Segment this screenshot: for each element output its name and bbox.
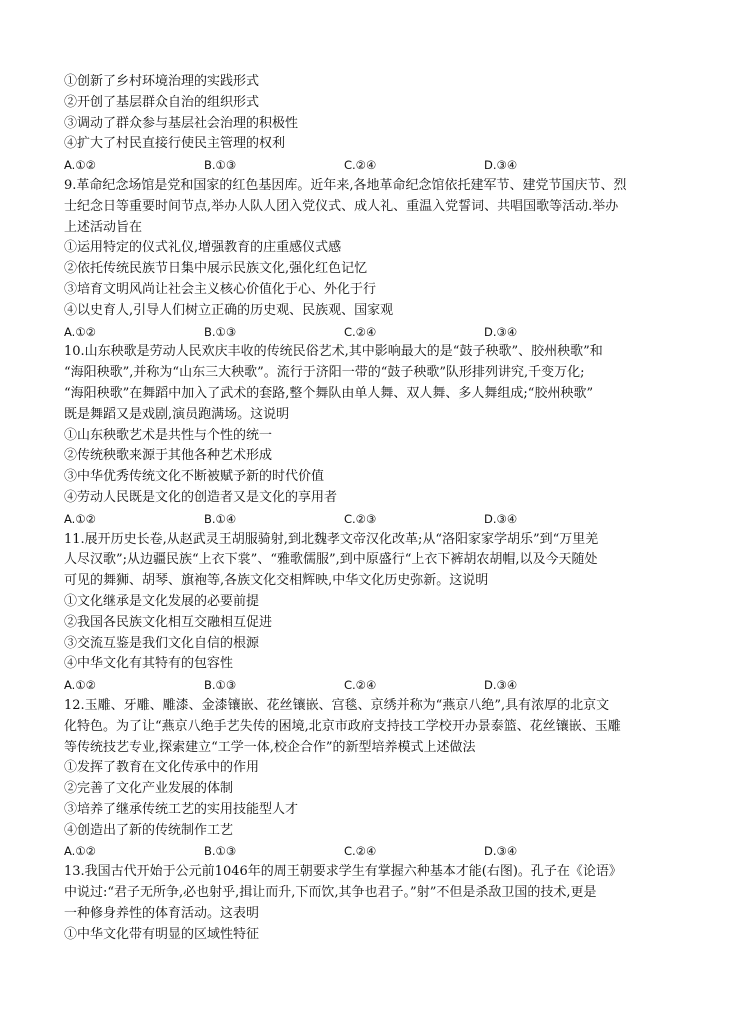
- choice-d: D.③④: [484, 158, 518, 173]
- question-stem-line: 13.我国古代开始于公元前1046年的周王朝要求学生有掌握六种基本才能(右图)。孔子在《论语》: [64, 864, 622, 880]
- choice-c: C.②③: [344, 511, 377, 526]
- question-stem-line: “海阳秧歌”,并称为“山东三大秧歌”。流行于济阳一带的“鼓子秧歌”队形排列讲究,千变万化;: [64, 365, 585, 381]
- choice-b: B.①③: [204, 324, 237, 339]
- question-stem-line: 士纪念日等重要时间节点,举办人队人团入党仪式、成人礼、重温入党誓词、共唱国歌等活动.举办: [64, 198, 619, 214]
- option-line: ②我国各民族文化相互交融相互促进: [64, 614, 273, 630]
- question-9: [64, 176, 697, 342]
- option-line: ④中华文化有其特有的包容性: [64, 656, 234, 672]
- option-line: ①文化继承是文化发展的必要前提: [64, 593, 260, 609]
- question-stem-line: “海阳秧歌”在舞蹈中加入了武术的套路,整个舞队由单人舞、双人舞、多人舞组成;“胶州秧歌”: [64, 385, 594, 401]
- question-13: [64, 862, 697, 945]
- option-line: ③培育文明风尚让社会主义核心价值化于心、外化于行: [64, 281, 377, 297]
- question-stem-line: 既是舞蹈又是戏剧,演员跑满场。这说明: [64, 406, 290, 422]
- choice-a: A.①②: [64, 158, 96, 173]
- choice-d: D.③④: [484, 844, 518, 859]
- option-line: ④创造出了新的传统制作工艺: [64, 822, 234, 838]
- answer-choices: [64, 675, 697, 696]
- option-line: ②开创了基层群众自治的组织形式: [64, 94, 260, 110]
- choice-c: C.②④: [344, 158, 377, 173]
- question-stem-line: 中说过:“君子无所争,必也射乎,揖让而升,下而饮,其争也君子。”射”不但是杀敌卫国的技术,更是: [64, 885, 597, 901]
- choice-b: B.①③: [204, 158, 237, 173]
- option-line: ③交流互鉴是我们文化自信的根源: [64, 635, 260, 651]
- option-line: ①中华文化带有明显的区域性特征: [64, 926, 260, 942]
- question-stem-line: 一种修身养性的体育活动。这表明: [64, 905, 260, 921]
- question-stem-line: 上述活动旨在: [64, 219, 143, 235]
- option-line: ①山东秧歌艺术是共性与个性的统一: [64, 427, 273, 443]
- option-line: ①运用特定的仪式礼仪,增强教育的庄重感仪式感: [64, 240, 342, 256]
- choice-c: C.②④: [344, 678, 377, 693]
- choice-a: A.①②: [64, 324, 96, 339]
- choice-a: A.①②: [64, 844, 96, 859]
- choice-c: C.②④: [344, 844, 377, 859]
- choice-a: A.①②: [64, 678, 96, 693]
- choice-d: D.③④: [484, 678, 518, 693]
- question-stem-line: 人尽汉歌”;从边疆民族“上衣下裳”、“雅歌儒服”,到中原盛行“上衣下裤胡农胡帽,以及今天随处: [64, 552, 598, 568]
- answer-choices: [64, 841, 697, 862]
- option-line: ②依托传统民族节日集中展示民族文化,强化红色记忆: [64, 261, 368, 277]
- question-stem-line: 10.山东秧歌是劳动人民欢庆丰收的传统民俗艺术,其中影响最大的是“鼓子秧歌”、胶州秧歌”和: [64, 344, 603, 360]
- question-8-options: [64, 72, 697, 176]
- question-10: [64, 342, 697, 529]
- choice-d: D.③④: [484, 511, 518, 526]
- answer-choices: [64, 322, 697, 343]
- option-line: ①发挥了教育在文化传承中的作用: [64, 760, 260, 776]
- question-11: [64, 530, 697, 696]
- answer-choices: [64, 509, 697, 530]
- question-stem-line: 可见的舞狮、胡琴、旗袍等,各族文化交相辉映,中华文化历史弥新。这说明: [64, 573, 489, 589]
- option-line: ②完善了文化产业发展的体制: [64, 781, 234, 797]
- question-stem-line: 化特色。为了让“燕京八绝手艺失传的困境,北京市政府支持技工学校开办景泰篮、花丝镶嵌、玉雕: [64, 718, 621, 734]
- question-stem-line: 11.展开历史长卷,从赵武灵王胡服骑射,到北魏孝文帝汉化改革;从“洛阳家家学胡乐”到“万里羌: [64, 531, 599, 547]
- option-line: ③培养了继承传统工艺的实用技能型人才: [64, 801, 299, 817]
- option-line: ①创新了乡村环境治理的实践形式: [64, 74, 260, 89]
- option-line: ③调动了群众参与基层社会治理的积极性: [64, 115, 299, 131]
- option-line: ④劳动人民既是文化的创造者又是文化的享用者: [64, 489, 338, 505]
- choice-b: B.①③: [204, 844, 237, 859]
- choice-c: C.②④: [344, 324, 377, 339]
- choice-b: B.①③: [204, 678, 237, 693]
- option-line: ②传统秧歌来源于其他各种艺术形成: [64, 448, 273, 464]
- choice-b: B.①④: [204, 511, 237, 526]
- choice-a: A.①②: [64, 511, 96, 526]
- question-stem-line: 12.玉雕、牙雕、雕漆、金漆镶嵌、花丝镶嵌、宫毯、京绣并称为“燕京八绝”,具有浓厚的北京文: [64, 697, 610, 713]
- question-stem-line: 等传统技艺专业,探索建立“工学一体,校企合作”的新型培养模式上述做法: [64, 739, 476, 755]
- option-line: ④扩大了村民直接行使民主管理的权利: [64, 136, 286, 152]
- choice-d: D.③④: [484, 324, 518, 339]
- question-stem-line: 9.革命纪念场馆是党和国家的红色基因库。近年来,各地革命纪念馆依托建军节、建党节国庆节、烈: [64, 177, 627, 193]
- answer-choices: [64, 155, 697, 176]
- option-line: ④以史育人,引导人们树立正确的历史观、民族观、国家观: [64, 302, 394, 318]
- question-12: [64, 696, 697, 862]
- option-line: ③中华优秀传统文化不断被赋予新的时代价值: [64, 469, 325, 485]
